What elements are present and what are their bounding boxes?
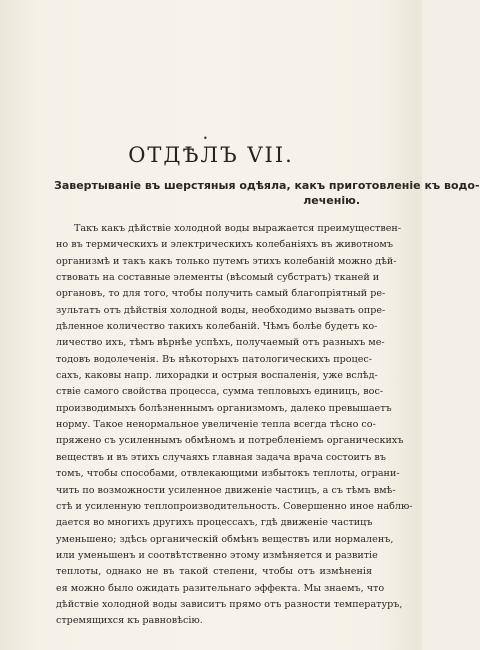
body-line: или уменьшенъ и соотвѣтственно этому измѣняется и развитіе	[56, 549, 378, 561]
body-line: дѣйствіе холодной воды зависитъ прямо отъ разности температуръ,	[56, 598, 403, 610]
body-paragraph	[56, 221, 413, 630]
body-line: но въ термическихъ и электрическихъ колебаніяхъ въ животномъ	[56, 239, 393, 251]
body-line: стѣ и усиленную теплопроизводительность. Совершенно иное наблю-	[56, 500, 413, 512]
body-line: Такъ какъ дѣйствіе холодной воды выражается преимуществен-	[74, 223, 402, 234]
section-subtitle	[54, 178, 480, 208]
section-bullet: •	[203, 134, 208, 143]
subtitle-line-2: леченію.	[303, 194, 360, 207]
subtitle-line-1: Завертываніе въ шерстяныя одѣяла, какъ приготовленіе къ водо-	[54, 179, 480, 192]
body-line: органовъ, то для того, чтобы получить самый благопріятный ре-	[56, 288, 386, 300]
body-line: сахъ, каковы напр. лихорадки и острыя воспаленія, уже вслѣд-	[56, 370, 378, 382]
body-line: дается во многихъ другихъ процессахъ, гдѣ движеніе частицъ	[56, 517, 373, 529]
body-line: ствовать на составные элементы (вѣсомый субстратъ) тканей и	[56, 272, 380, 284]
body-line: ея можно было ожидать разительнаго эффекта. Мы знаемъ, что	[56, 582, 385, 594]
body-line: зультатъ отъ дѣйствія холодной воды, необходимо вызвать опре-	[56, 304, 386, 316]
body-line: стремящихся къ равновѣсію.	[56, 615, 203, 627]
body-line: веществъ и въ этихъ случаяхъ главная задача врача состоитъ въ	[56, 451, 386, 463]
body-line: тодовъ водолеченія. Въ нѣкоторыхъ патологическихъ процес-	[56, 353, 372, 365]
body-line: теплоты, однако не въ такой степени, чтобы отъ измѣненія	[56, 566, 372, 578]
body-line: организмѣ и такъ какъ только путемъ этихъ колебаній можно дѣй-	[56, 255, 397, 267]
body-line: чить по возможности усиленное движеніе частицъ, а съ тѣмъ вмѣ-	[56, 484, 396, 496]
body-line: производимыхъ болѣзненнымъ организмомъ, далеко превышаетъ	[56, 402, 392, 414]
body-line: уменьшено; здѣсь органическій обмѣнъ веществъ или нормаленъ,	[56, 533, 394, 545]
body-line: томъ, чтобы способами, отвлекающими избытокъ теплоты, ограни-	[56, 468, 400, 480]
section-title: ОТДѢЛЪ VII.	[128, 143, 294, 167]
body-line: дѣленное количество такихъ колебаній. Чѣмъ болѣе будетъ ко-	[56, 321, 378, 333]
body-line: норму. Такое ненормальное увеличеніе тепла всегда тѣсно со-	[56, 419, 376, 431]
body-line: пряжено съ усиленнымъ обмѣномъ и потребленіемъ органическихъ	[56, 435, 404, 447]
body-line: личество ихъ, тѣмъ вѣрнѣе успѣхъ, получаемый отъ разныхъ ме-	[56, 337, 385, 349]
body-line: ствіе самого свойства процесса, сумма тепловыхъ единицъ, вос-	[56, 386, 384, 398]
